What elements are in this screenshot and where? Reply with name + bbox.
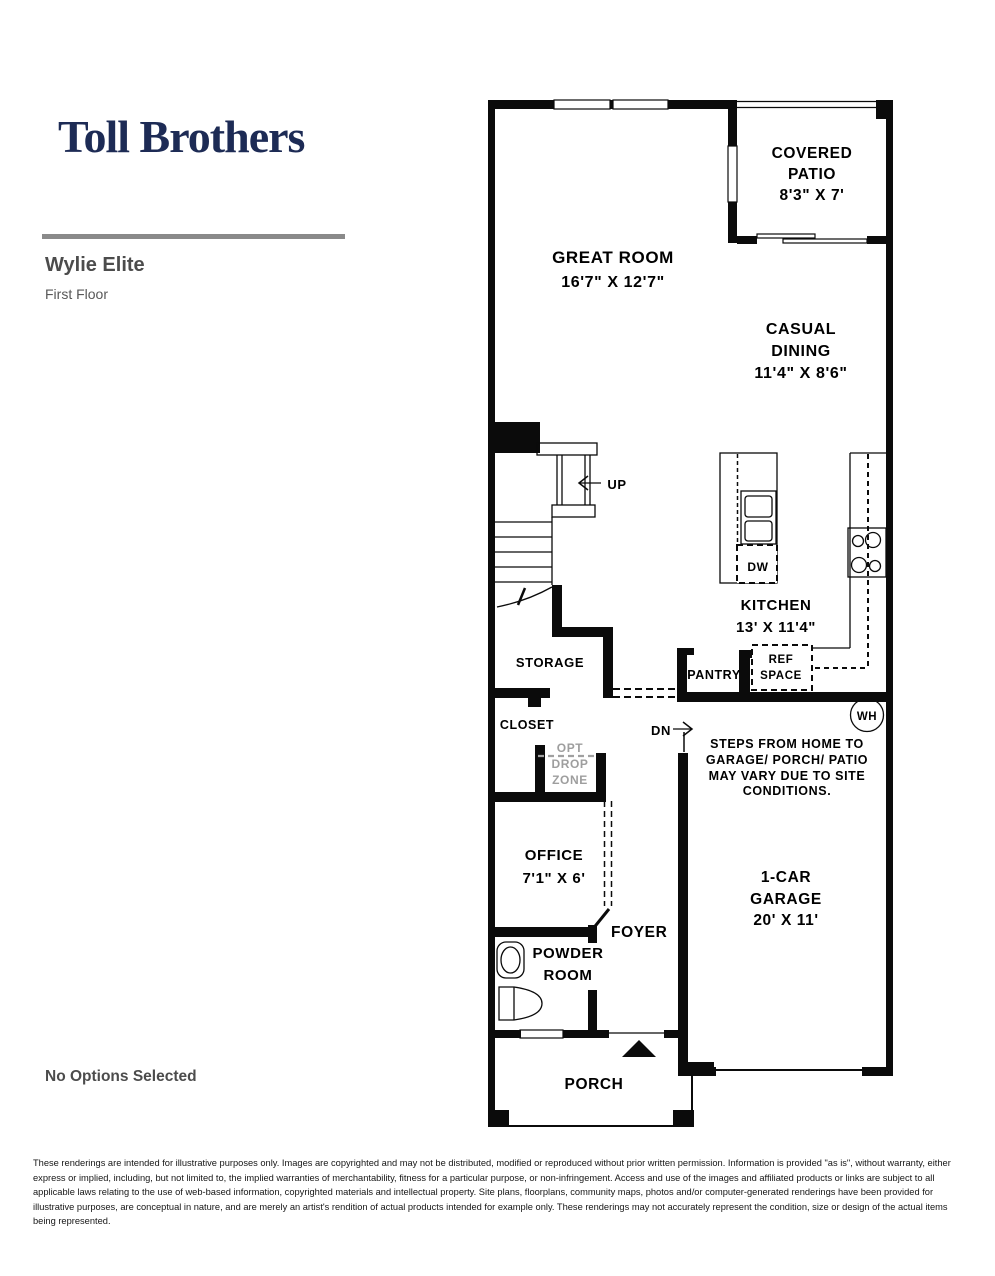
powder-sink-bowl (501, 947, 520, 973)
toll-brothers-logo: Toll Brothers (58, 111, 305, 162)
sliding-door-panel (757, 234, 815, 238)
porch-corner-block (488, 1110, 509, 1127)
label-garage-dims: 20' X 11' (753, 912, 819, 929)
porch-corner-block (673, 1110, 694, 1127)
label-casual-dining: DINING (771, 343, 831, 360)
wall-segment (668, 100, 737, 109)
label-powder-room: POWDER (532, 945, 604, 962)
label-kitchen-dims: 13' X 11'4" (735, 619, 817, 636)
options-status: No Options Selected (45, 1068, 197, 1085)
label-covered-patio: COVERED (771, 145, 853, 162)
steps-note: CONDITIONS. (742, 784, 832, 798)
wall-segment-left (488, 100, 495, 1127)
label-dw: DW (747, 560, 769, 574)
pantry-left-stub (677, 648, 694, 655)
closet-bottom-wall (488, 792, 606, 802)
patio-left-wall (728, 202, 737, 243)
window (728, 146, 737, 202)
label-up: UP (607, 477, 627, 492)
label-closet: CLOSET (499, 718, 555, 732)
label-porch: PORCH (564, 1076, 624, 1093)
window (613, 100, 668, 109)
dropzone-left-wall (535, 745, 545, 801)
stair-wall (552, 585, 562, 632)
window (520, 1030, 563, 1038)
label-great-room-dims: 16'7" X 12'7" (561, 274, 665, 291)
powder-top-wall (488, 927, 590, 937)
label-office: OFFICE (524, 847, 584, 864)
steps-note: MAY VARY DUE TO SITE (708, 769, 866, 783)
sliding-door-panel (783, 239, 867, 243)
garage-top-wall (678, 692, 893, 702)
stair-landing (537, 443, 597, 455)
storage-bottom-wall (488, 688, 550, 698)
label-pantry: PANTRY (687, 668, 741, 682)
garage-left-wall (678, 753, 688, 1075)
patio-corner-block (876, 100, 893, 119)
patio-bottom-wall (867, 236, 886, 244)
label-powder-room: ROOM (543, 967, 593, 984)
label-covered-patio-dims: 8'3" X 7' (779, 187, 845, 204)
wall-segment-right (886, 100, 893, 1075)
door-leaf (518, 588, 525, 605)
garage-bottom-wall (678, 1067, 716, 1076)
steps-note: GARAGE/ PORCH/ PATIO (705, 753, 869, 767)
fireplace-block (488, 422, 540, 453)
label-office-dims: 7'1" X 6' (522, 870, 586, 887)
front-wall (488, 1030, 521, 1038)
sink-bowl (745, 496, 772, 517)
label-opt-drop-zone: OPT (556, 741, 584, 755)
toilet (499, 987, 542, 1020)
label-garage: GARAGE (750, 891, 822, 908)
label-garage: 1-CAR (760, 869, 812, 886)
garage-bottom-wall (862, 1067, 893, 1076)
label-opt-drop-zone: DROP (551, 757, 589, 771)
legal-disclaimer: These renderings are intended for illustrative purposes only. Images are copyrighted and may not be distributed, modified or reproduced without prior written permission. Information is provided "as is", without warranty, either express or implied, including, but not limited to, the implied warranties of merchantability, fitness for a particular purpose, or non-infringement. Access and use of the images and affiliated products or links are subject to all applicable laws relating to the use of web-based information, copyrighted materials and intellectual property. Site plans, floorplans, community maps, photos and/or computer-generated renderings have been provided for illustrative purposes, are conceptual in nature, and are merely an artist's rendition of actual products intended for example only. These renderings may not accurately represent the condition, size or design of the actual items being represented. (33, 1158, 951, 1227)
label-kitchen: KITCHEN (740, 597, 812, 614)
label-ref-space: SPACE (760, 670, 802, 682)
label-dn: DN (651, 723, 671, 738)
closet-door-jamb (528, 698, 541, 707)
burner (870, 561, 881, 572)
storage-right-wall (603, 632, 613, 698)
stair-landing (552, 505, 595, 517)
front-door-marker (622, 1040, 656, 1057)
floor-name: First Floor (45, 286, 108, 302)
label-foyer: FOYER (611, 924, 668, 941)
burner (853, 536, 864, 547)
pantry-right-stub (739, 650, 753, 658)
wall-segment (488, 100, 554, 109)
label-opt-drop-zone: ZONE (552, 773, 588, 787)
burner (852, 558, 867, 573)
label-wh: WH (856, 711, 878, 723)
label-great-room: GREAT ROOM (552, 248, 674, 267)
label-storage: STORAGE (515, 655, 585, 670)
front-wall (563, 1030, 609, 1038)
stairs (495, 443, 597, 607)
window (554, 100, 610, 109)
plan-name: Wylie Elite (45, 254, 145, 276)
patio-bottom-wall (737, 236, 757, 244)
label-ref-space: REF (768, 654, 794, 666)
door-leaf (592, 909, 609, 930)
label-covered-patio: PATIO (787, 166, 837, 183)
label-casual-dining: CASUAL (765, 321, 837, 338)
sink-bowl (745, 521, 772, 541)
dropzone-right-wall (596, 753, 606, 801)
steps-note: STEPS FROM HOME TO (710, 737, 864, 751)
label-casual-dining-dims: 11'4" X 8'6" (754, 365, 848, 382)
ref-space-box (752, 645, 812, 690)
front-wall (664, 1030, 688, 1038)
patio-left-wall (728, 100, 737, 146)
